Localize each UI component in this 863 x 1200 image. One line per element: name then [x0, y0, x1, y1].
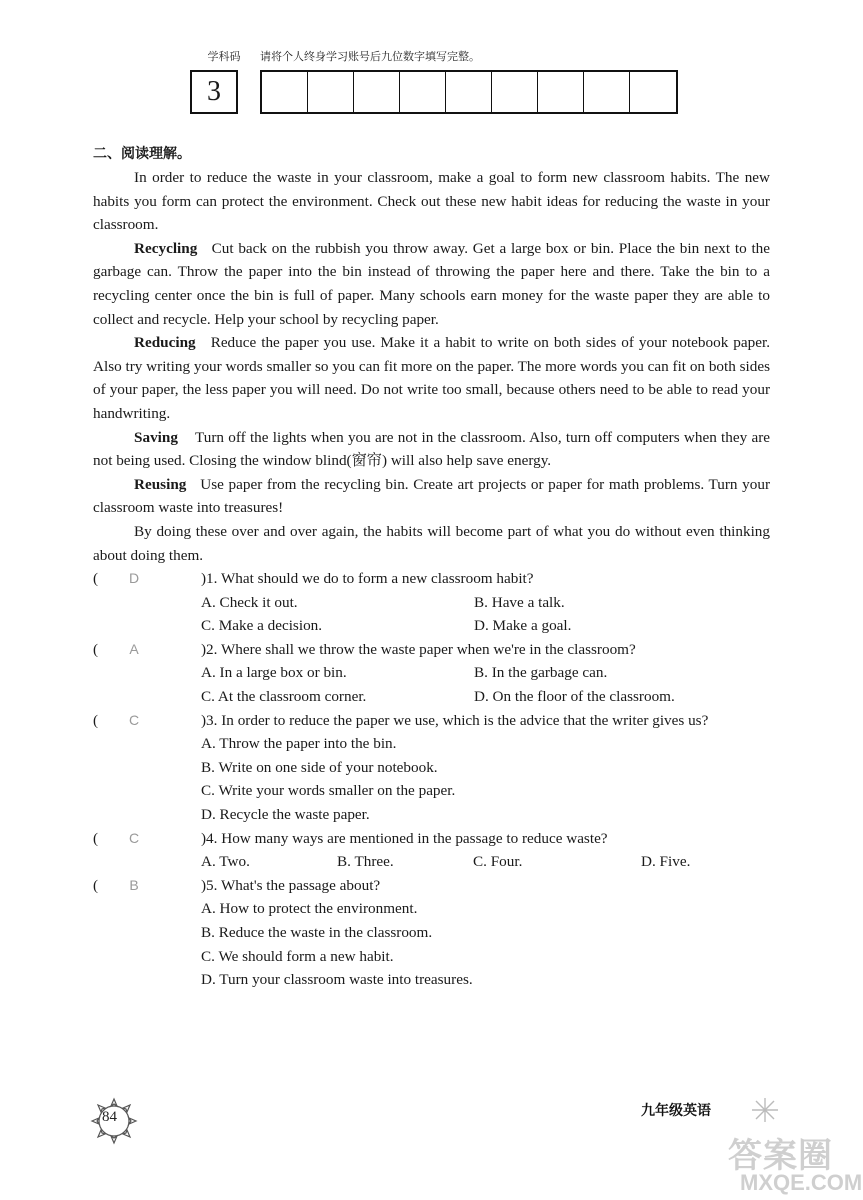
option-c[interactable]: C. At the classroom corner. [201, 688, 367, 706]
question-text: )3. In order to reduce the paper we use, which is the advice that the writer gives us? [201, 711, 709, 729]
question-1 [93, 567, 770, 591]
answer-3: C [128, 711, 140, 728]
option-c[interactable]: C. Write your words smaller on the paper. [201, 782, 456, 800]
id-digit-box[interactable] [446, 72, 492, 112]
bracket-open: ( [93, 570, 99, 588]
saving-text: Turn off the lights when you are not in the classroom. Also, turn off computers when they are not being used. Closing the window blind(窗帘) will also help save energy. [93, 428, 771, 470]
option-d[interactable]: D. Five. [641, 853, 691, 871]
question-text: )1. What should we do to form a new classroom habit? [201, 570, 534, 588]
id-digit-box[interactable] [354, 72, 400, 112]
reducing-text: Reduce the paper you use. Make it a habit to write on both sides of your notebook paper. Also try writing your words smaller so you can fit more on the paper. The more words you can fit on both sides of your paper, the less paper you will need. Do not write too small, because others need to be able to read your handwriting. [93, 334, 770, 422]
answer-1: D [128, 570, 140, 587]
grade-subject-label: 九年级英语 [641, 1103, 711, 1119]
saving-heading: Saving [134, 428, 178, 446]
option-c[interactable]: C. Make a decision. [201, 617, 323, 635]
question-list [93, 567, 770, 992]
option-a[interactable]: A. Throw the paper into the bin. [201, 735, 397, 753]
answer-2: A [129, 640, 139, 657]
bracket-open: ( [93, 640, 99, 658]
subject-code-box: 3 [190, 70, 238, 114]
sparkle-ornament-icon [748, 1096, 782, 1124]
id-digit-box[interactable] [630, 72, 676, 112]
passage-saving [93, 426, 770, 473]
id-digit-box[interactable] [400, 72, 446, 112]
watermark-logo: 答案圈 [728, 1136, 833, 1176]
answer-5: B [129, 876, 139, 893]
passage-conclusion: By doing these over and over again, the habits will become part of what you do without even thinking about doing them. [93, 522, 770, 564]
page-number-badge [88, 1095, 140, 1147]
option-a[interactable]: A. How to protect the environment. [201, 900, 418, 918]
question-2 [93, 638, 770, 662]
option-d[interactable]: D. Turn your classroom waste into treasures. [201, 971, 473, 989]
id-number-boxes [260, 70, 678, 114]
option-b[interactable]: B. Reduce the waste in the classroom. [201, 924, 433, 941]
reusing-heading: Reusing [134, 475, 187, 493]
option-d[interactable]: D. On the floor of the classroom. [474, 688, 675, 706]
option-c[interactable]: C. Four. [473, 853, 523, 871]
option-d[interactable]: D. Make a goal. [474, 617, 572, 635]
options-4 [93, 850, 770, 874]
passage-reusing [93, 473, 770, 520]
options-1 [93, 591, 770, 638]
options-3 [93, 732, 770, 826]
question-text: )4. How many ways are mentioned in the passage to reduce waste? [201, 829, 608, 847]
recycling-heading: Recycling [134, 239, 198, 257]
reducing-heading: Reducing [134, 334, 196, 352]
reading-section [93, 143, 770, 992]
recycling-text: Cut back on the rubbish you throw away. Get a large box or bin. Place the bin next to the garbage can. Throw the paper into the bin instead of throwing the paper here and there. Take the bin to a recycling center once the bin is full of paper. Many schools earn money for the waste paper they are able to collect and recycle. Help your school by recycling paper. [93, 239, 771, 328]
id-digit-box[interactable] [262, 72, 308, 112]
id-instruction: 请将个人终身学习账号后九位数字填写完整。 [260, 50, 480, 63]
option-b[interactable]: B. In the garbage can. [474, 664, 608, 682]
option-a[interactable]: A. Two. [201, 853, 250, 871]
question-5 [93, 874, 770, 898]
id-digit-box[interactable] [308, 72, 354, 112]
question-text: )2. Where shall we throw the waste paper when we're in the classroom? [201, 640, 636, 658]
question-text: )5. What's the passage about? [201, 876, 381, 894]
question-3 [93, 709, 770, 733]
bracket-open: ( [93, 876, 99, 894]
options-2 [93, 661, 770, 708]
watermark-url: MXQE.COM [740, 1170, 863, 1195]
id-digit-box[interactable] [492, 72, 538, 112]
id-digit-box[interactable] [584, 72, 630, 112]
id-digit-box[interactable] [538, 72, 584, 112]
options-5 [93, 897, 770, 991]
reusing-text: Use paper from the recycling bin. Create art projects or paper for math problems. Turn your classroom waste into treasures! [93, 475, 771, 517]
bracket-open: ( [93, 711, 99, 729]
answer-sheet-header [190, 48, 680, 114]
section-title: 二、阅读理解。 [93, 146, 191, 162]
option-c[interactable]: C. We should form a new habit. [201, 947, 394, 965]
page-number: 84 [102, 1109, 117, 1125]
option-b[interactable]: B. Write on one side of your notebook. [201, 758, 438, 776]
passage-reducing [93, 331, 770, 425]
option-a[interactable]: A. Check it out. [201, 593, 298, 611]
answer-4: C [128, 829, 140, 846]
option-a[interactable]: A. In a large box or bin. [201, 664, 347, 682]
passage-recycling [93, 237, 770, 331]
bracket-open: ( [93, 829, 99, 847]
option-d[interactable]: D. Recycle the waste paper. [201, 806, 370, 824]
question-4 [93, 827, 770, 851]
option-b[interactable]: B. Have a talk. [474, 593, 565, 611]
option-b[interactable]: B. Three. [337, 853, 394, 871]
passage-intro: In order to reduce the waste in your classroom, make a goal to form new classroom habits. The new habits you form can protect the environment. Check out these new habit ideas for reducing the waste in your classroom. [93, 169, 770, 234]
subject-code-label: 学科码 [207, 50, 241, 63]
